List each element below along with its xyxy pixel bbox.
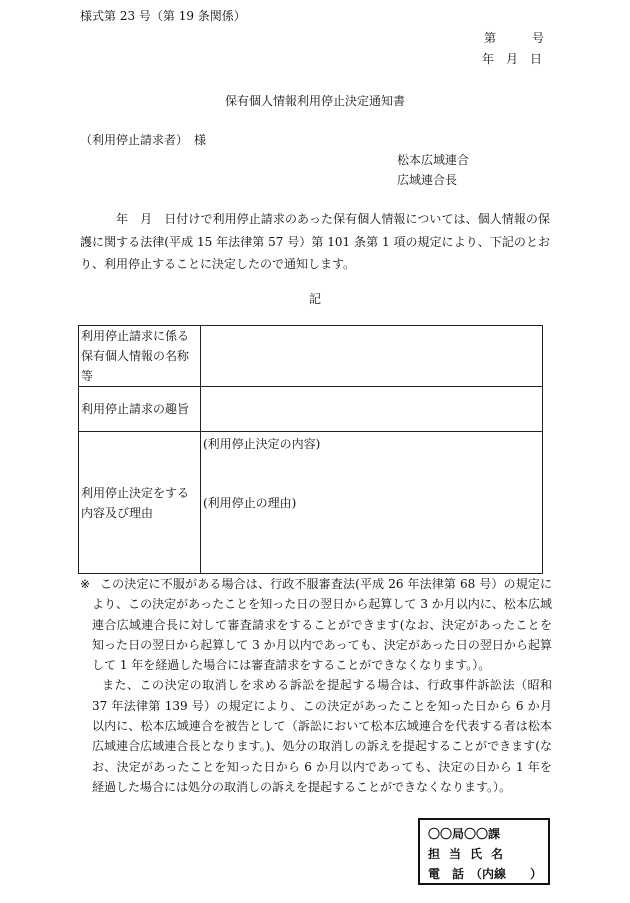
document-number: 第 号	[484, 31, 545, 45]
recipient: （利用停止請求者） 様	[80, 133, 207, 147]
note-mark: ※	[80, 577, 91, 591]
notice-body: 年 月 日付けで利用停止請求のあった保有個人情報については、個人情報の保護に関する法律(平成 15 年法律第 57 号）第 101 条第 1 項の規定により、下記のとおり、利用停止することに決定したので通知します。	[80, 212, 550, 271]
contact-department: 〇〇局〇〇課	[428, 827, 501, 841]
table-row	[79, 326, 543, 387]
field-information-name[interactable]	[201, 326, 543, 387]
ki-heading: 記	[308, 292, 321, 306]
note-paragraph-review: この決定に不服がある場合は、行政不服審査法(平成 26 年法律第 68 号）の規定により、この決定があったことを知った日の翌日から起算して 3 か月以内に、松本広域連合広域連合長に対して審査請求をすることができます(なお、決定があったことを知った日の翌日から起算して 3 か月以内であっても、決定があった日の翌日から起算して 1 年を経過した場合には審査請求をすることができなくなります。）。	[92, 577, 552, 673]
decision-reason-subheading: (利用停止の理由)	[203, 496, 297, 510]
sender-title: 広域連合長	[397, 173, 458, 187]
contact-box	[418, 818, 550, 885]
contact-telephone: 電 話 （内線 ）	[428, 867, 543, 881]
page-title: 保有個人情報利用停止決定通知書	[224, 94, 405, 108]
row-label-information-name: 利用停止請求に係る保有個人情報の名称等	[79, 326, 201, 387]
field-decision-content[interactable]	[201, 432, 543, 574]
table-row	[79, 387, 543, 432]
appeal-note	[80, 574, 552, 797]
field-request-purpose[interactable]	[201, 387, 543, 432]
decision-table	[78, 325, 543, 574]
form-number: 様式第 23 号（第 19 条関係）	[80, 9, 246, 23]
document-date: 年 月 日	[482, 52, 543, 66]
row-label-decision-content: 利用停止決定をする内容及び理由	[79, 432, 201, 574]
contact-person-label: 担当氏名	[428, 847, 513, 861]
table-row	[79, 432, 543, 574]
note-paragraph-lawsuit: また、この決定の取消しを求める訴訟を提起する場合は、行政事件訴訟法（昭和 37 年法律第 139 号）の規定により、この決定があったことを知った日から 6 か月以内に、松本広域連合を被告として（訴訟において松本広域連合を代表する者は松本広域連合広域連合長となります。)、処分の取消しの訴えを提起することができます(なお、決定があったことを知った日から 6 か月以内であっても、決定の日から 1 年を経過した場合には処分の取消しの訴えを提起することができなくなります。）。	[92, 678, 552, 794]
row-label-request-purpose: 利用停止請求の趣旨	[79, 387, 201, 432]
decision-content-subheading: (利用停止決定の内容)	[203, 437, 321, 451]
sender-organization: 松本広域連合	[397, 153, 470, 167]
